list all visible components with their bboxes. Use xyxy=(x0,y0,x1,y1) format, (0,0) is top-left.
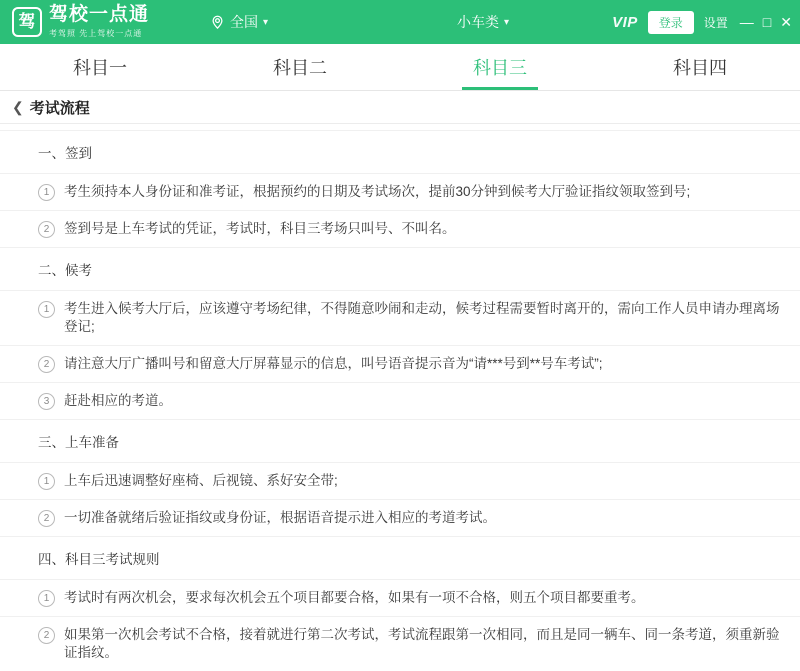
section-title: 三、上车准备 xyxy=(38,435,119,450)
chevron-left-icon[interactable]: ❮ xyxy=(12,99,24,115)
logo-icon: 驾 xyxy=(12,7,42,37)
tab-subject-4[interactable] xyxy=(600,44,800,90)
close-button[interactable]: ✕ xyxy=(780,14,792,30)
section-group xyxy=(0,247,800,419)
brand-title: 驾校一点通 xyxy=(49,4,150,26)
tab-subject-3[interactable] xyxy=(400,44,600,90)
exam-process-content xyxy=(0,124,800,660)
page-header xyxy=(0,91,800,124)
region-selector[interactable] xyxy=(210,12,268,32)
list-item xyxy=(0,499,800,536)
section-group xyxy=(0,130,800,247)
item-number: 2 xyxy=(38,356,55,373)
item-text: 考试时有两次机会，要求每次机会五个项目都要合格，如果有一项不合格，则五个项目都要重考。 xyxy=(64,590,645,605)
section-title: 四、科目三考试规则 xyxy=(38,552,160,567)
list-item xyxy=(0,462,800,499)
vip-badge[interactable]: VIP xyxy=(612,13,638,31)
item-text: 上车后迅速调整好座椅、后视镜、系好安全带; xyxy=(64,473,338,488)
list-item xyxy=(0,579,800,616)
page-title: 考试流程 xyxy=(29,99,90,117)
login-button[interactable]: 登录 xyxy=(648,11,694,34)
tab-subject-1[interactable] xyxy=(0,44,200,90)
window-controls xyxy=(738,15,792,29)
tab-subject-2[interactable] xyxy=(200,44,400,90)
section-group xyxy=(0,536,800,671)
item-text: 一切准备就绪后验证指纹或身份证，根据语音提示进入相应的考道考试。 xyxy=(64,510,496,525)
item-text: 考生进入候考大厅后，应该遵守考场纪律，不得随意吵闹和走动，候考过程需要暂时离开的，需向工作人员申请办理离场登记; xyxy=(64,301,780,334)
item-number: 1 xyxy=(38,184,55,201)
tab-label: 科目一 xyxy=(73,58,127,78)
item-number: 2 xyxy=(38,221,55,238)
chevron-down-icon: ▾ xyxy=(504,16,510,28)
section-group xyxy=(0,419,800,536)
tab-label: 科目四 xyxy=(673,58,727,78)
item-number: 2 xyxy=(38,510,55,527)
section-title: 二、候考 xyxy=(38,263,92,278)
list-item xyxy=(0,382,800,419)
section-title: 一、签到 xyxy=(38,146,92,161)
brand-text xyxy=(49,5,149,39)
location-pin-icon xyxy=(210,15,225,30)
brand-logo xyxy=(0,5,149,39)
list-item xyxy=(0,290,800,345)
app-titlebar xyxy=(0,0,800,44)
item-number: 2 xyxy=(38,627,55,644)
tab-label: 科目二 xyxy=(273,58,327,78)
region-label: 全国 xyxy=(230,14,258,30)
maximize-button[interactable]: □ xyxy=(762,14,772,30)
item-text: 如果第一次机会考试不合格，接着就进行第二次考试，考试流程跟第一次相同，而且是同一辆车、同一条考道，须重新验证指纹。 xyxy=(64,627,780,660)
item-text: 考生须持本人身份证和准考证，根据预约的日期及考试场次，提前30分钟到候考大厅验证指纹领取签到号; xyxy=(64,184,691,199)
chevron-down-icon: ▾ xyxy=(263,16,269,28)
item-text: 赶赴相应的考道。 xyxy=(64,393,172,408)
subject-tabs xyxy=(0,44,800,91)
list-item xyxy=(0,173,800,210)
list-item xyxy=(0,210,800,247)
settings-button[interactable]: 设置 xyxy=(703,15,728,30)
vehicle-category-label: 小车类 xyxy=(457,14,499,30)
vehicle-category-selector[interactable] xyxy=(457,12,509,32)
tab-label: 科目三 xyxy=(473,58,527,78)
list-item xyxy=(0,345,800,382)
item-number: 1 xyxy=(38,301,55,318)
brand-subtitle: 考驾照 先上驾校一点通 xyxy=(49,28,143,38)
item-text: 请注意大厅广播叫号和留意大厅屏幕显示的信息，叫号语音提示音为“请***号到**号车考试”; xyxy=(64,356,603,371)
item-text: 签到号是上车考试的凭证，考试时，科目三考场只叫号、不叫名。 xyxy=(64,221,456,236)
titlebar-right-group xyxy=(612,11,792,34)
minimize-button[interactable]: — xyxy=(739,14,754,30)
item-number: 1 xyxy=(38,473,55,490)
item-number: 1 xyxy=(38,590,55,607)
list-item xyxy=(0,616,800,671)
item-number: 3 xyxy=(38,393,55,410)
